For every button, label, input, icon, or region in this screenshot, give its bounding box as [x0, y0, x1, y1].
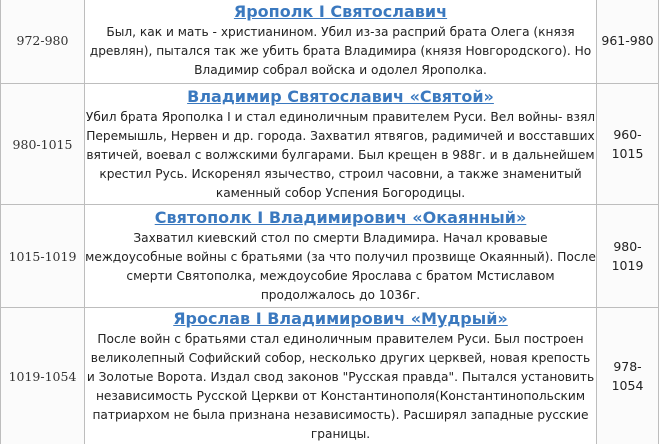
ruler-description: Убил брата Ярополка I и стал единоличным правителем Руси. Вел войны- взял Перемышль, Нервен и др. города. Захватил ятвягов, радимичей и восставших вятичей, воевал с волжскими булгарами. Был крещен в 988г. и в дальнейшем крестил Русь. Искоренял язычество, строил часовни, а также знаменитый каменный собор Успения Богородицы. — [85, 109, 596, 200]
life-years-text: 960-1015 — [611, 127, 644, 161]
ruler-row — [1, 308, 659, 444]
ruler-name-link[interactable]: Ярополк I Святославич — [233, 2, 448, 21]
ruler-row — [1, 84, 659, 205]
ruler-row — [1, 0, 659, 84]
ruler-cell — [85, 0, 597, 84]
reign-period: 1015-1019 — [1, 205, 85, 308]
life-years — [597, 205, 659, 308]
life-years: 961-980 — [597, 0, 659, 84]
reign-period: 1019-1054 — [1, 308, 85, 444]
ruler-row — [1, 205, 659, 308]
reign-period: 980-1015 — [1, 84, 85, 205]
life-years — [597, 308, 659, 444]
ruler-cell — [85, 205, 597, 308]
ruler-cell — [85, 84, 597, 205]
ruler-cell — [85, 308, 597, 444]
ruler-description: Был, как и мать - христианином. Убил из-за расприй брата Олега (князя древлян), пытался так же убить брата Владимира (князя Новгородского). Но Владимир собрал войска и одолел Ярополка. — [89, 25, 592, 77]
reign-period: 972-980 — [1, 0, 85, 84]
ruler-description: После войн с братьями стал единоличным правителем Руси. Был построен великолепный Софийский собор, несколько других церквей, новая крепость и Золотые Ворота. Издал свод законов "Русская правда". Пытался установить независимость Русской Церкви от Константинополя(Константинопольским патриархом не была признана независимость). Расширял западные русские границы. — [86, 332, 595, 441]
life-years — [597, 84, 659, 205]
ruler-name-link[interactable]: Владимир Святославич «Святой» — [187, 86, 494, 106]
ruler-name-link[interactable]: Святополк I Владимирович «Окаянный» — [154, 208, 527, 227]
life-years-text: 980-1019 — [611, 239, 644, 273]
ruler-description: Захватил киевский стол по смерти Владимира. Начал кровавые междоусобные войны с братьями (за что получил прозвище Окаянный). После смерти Святополка, междоусобие Ярослава с братом Мстиславом продолжалось до 1036г. — [85, 231, 596, 302]
life-years-text: 978-1054 — [611, 359, 644, 393]
ruler-name-link[interactable]: Ярослав I Владимирович «Мудрый» — [173, 309, 508, 328]
